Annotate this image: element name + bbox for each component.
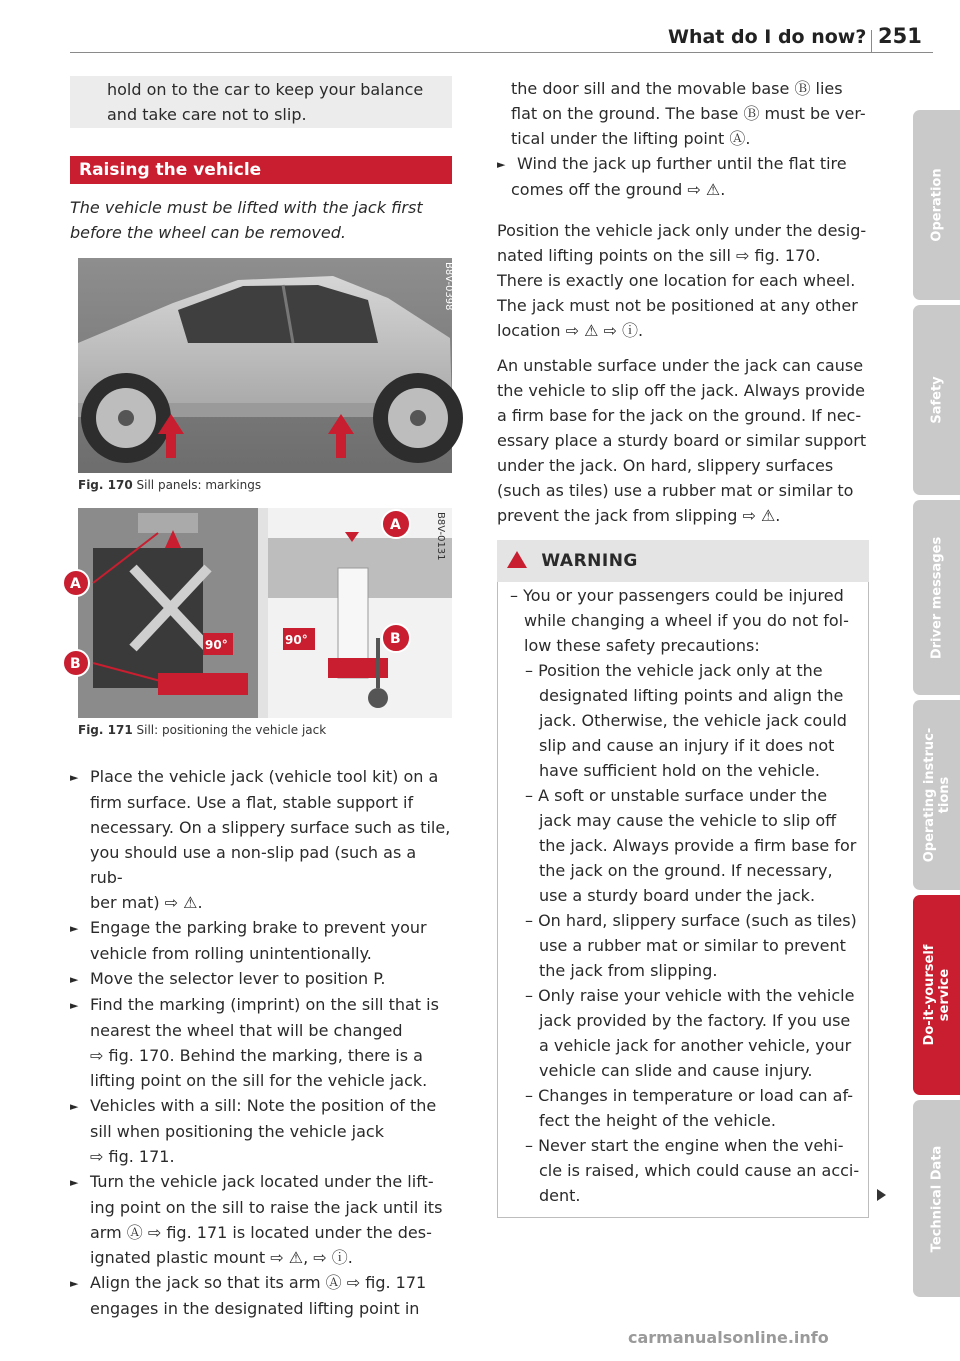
bullet-triangle-icon: ► (497, 158, 506, 171)
step-line (70, 790, 452, 815)
warning-line: – You or your passengers could be injured (510, 586, 844, 605)
figure-caption (78, 473, 452, 492)
step-text: Move the selector lever to position P. (90, 969, 386, 988)
figure-label: Fig. 170 (78, 478, 133, 492)
step-text: nearest the wheel that will be changed (90, 1021, 403, 1040)
step-line (70, 941, 452, 966)
warning-line: use a sturdy board under the jack. (539, 886, 816, 905)
intro-line: The vehicle must be lifted with the jack first (70, 198, 423, 217)
step-text: arm Ⓐ ⇨ fig. 171 is located under the des- (90, 1223, 432, 1242)
paragraph-line: the vehicle to slip off the jack. Always provide (497, 381, 866, 400)
warning-line: a vehicle jack for another vehicle, your (539, 1036, 852, 1055)
step-text: Vehicles with a sill: Note the position of the (90, 1096, 437, 1115)
warning-line: low these safety precautions: (524, 636, 760, 655)
step-text: ⇨ fig. 171. (90, 1147, 175, 1166)
tab-label: Operating instruc- tions (921, 727, 952, 863)
figure-code: B8V-0398 (443, 262, 454, 311)
tab-technical-data[interactable] (913, 1100, 960, 1297)
paragraph-line: location ⇨ ⚠ ⇨ ⓘ. (497, 321, 644, 340)
step-text: necessary. On a slippery surface such as tile, (90, 818, 451, 837)
step-line (70, 992, 452, 1018)
continued-line: and take care not to slip. (107, 105, 307, 124)
marker-a-left: A (70, 576, 81, 592)
header-divider (871, 30, 872, 52)
step-text: vehicle from rolling unintentionally. (90, 944, 372, 963)
tab-label: Do-it-yourself service (921, 944, 952, 1046)
header-rule (70, 52, 933, 53)
step-line (70, 815, 452, 840)
step-line (70, 915, 452, 941)
warning-line: designated lifting points and align the (539, 686, 844, 705)
step-line (70, 1144, 452, 1169)
bullet-triangle-icon: ► (70, 973, 79, 986)
bullet-line: Wind the jack up further until the flat tire (517, 154, 847, 173)
step-line (70, 890, 452, 915)
car-sill-illustration (78, 258, 452, 473)
cont-line: the door sill and the movable base Ⓑ lies (511, 79, 843, 98)
marker-b-left: B (70, 656, 81, 672)
warning-line: slip and cause an injury if it does not (539, 736, 835, 755)
step-line (70, 1043, 452, 1068)
warning-title: WARNING (541, 551, 638, 571)
step-text: firm surface. Use a flat, stable support if (90, 793, 414, 812)
bullet-triangle-icon: ► (70, 999, 79, 1012)
step-text: Find the marking (imprint) on the sill that is (90, 995, 439, 1014)
step-text: ignated plastic mount ⇨ ⚠, ⇨ ⓘ. (90, 1248, 353, 1267)
bullet-triangle-icon: ► (70, 922, 79, 935)
bullet-triangle-icon: ► (70, 1277, 79, 1290)
step-line (70, 1068, 452, 1093)
warning-line: the jack on the ground. If necessary, (539, 861, 833, 880)
warning-line: jack provided by the factory. If you use (539, 1011, 851, 1030)
step-text: Engage the parking brake to prevent your (90, 918, 427, 937)
cont-line: flat on the ground. The base Ⓑ must be ver- (511, 104, 866, 123)
step-line (70, 1270, 452, 1296)
tab-do-it-yourself-service[interactable] (913, 895, 960, 1095)
angle-label: 90° (205, 638, 228, 652)
tab-label: Technical Data (929, 1145, 944, 1252)
tab-operating-instructions[interactable] (913, 700, 960, 890)
watermark: carmanualsonline.info (628, 1328, 829, 1347)
step-text: Place the vehicle jack (vehicle tool kit) on a (90, 767, 439, 786)
warning-line: jack may cause the vehicle to slip off (539, 811, 837, 830)
step-text: ⇨ fig. 170. Behind the marking, there is a (90, 1046, 423, 1065)
step-line (70, 840, 452, 890)
warning-line: cle is raised, which could cause an acci- (539, 1161, 860, 1180)
warning-line: – A soft or unstable surface under the (525, 786, 828, 805)
warning-box (497, 582, 869, 1218)
step-text: sill when positioning the vehicle jack (90, 1122, 384, 1141)
right-column-top (497, 76, 869, 202)
paragraph-line: nated lifting points on the sill ⇨ fig. 170. (497, 246, 821, 265)
step-line (70, 1195, 452, 1220)
tab-label: Operation (929, 168, 944, 242)
paragraph-line: The jack must not be positioned at any other (497, 296, 858, 315)
step-line (70, 1169, 452, 1195)
section-intro (70, 195, 452, 245)
bullet-triangle-icon: ► (70, 1176, 79, 1189)
warning-line: while changing a wheel if you do not fol- (524, 611, 849, 630)
paragraph-line: Position the vehicle jack only under the desig- (497, 221, 867, 240)
paragraph-line: essary place a sturdy board or similar support (497, 431, 867, 450)
continued-line: hold on to the car to keep your balance (107, 80, 424, 99)
warning-line: vehicle can slide and cause injury. (539, 1061, 813, 1080)
tab-safety[interactable] (913, 305, 960, 495)
paragraph-line: a firm base for the jack on the ground. If nec- (497, 406, 862, 425)
marker-b-right: B (390, 631, 401, 647)
step-text: Align the jack so that its arm Ⓐ ⇨ fig. 171 (90, 1273, 427, 1292)
jack-position-illustration (70, 508, 452, 718)
tab-label: Safety (929, 376, 944, 424)
figure-170 (78, 258, 452, 498)
figure-caption (78, 718, 452, 737)
warning-line: jack. Otherwise, the vehicle jack could (539, 711, 847, 730)
bullet-line: comes off the ground ⇨ ⚠. (511, 180, 726, 199)
warning-line: – On hard, slippery surface (such as tiles) (525, 911, 857, 930)
intro-line: before the wheel can be removed. (70, 223, 346, 242)
step-line (70, 764, 452, 790)
marker-a-right: A (390, 517, 401, 533)
figure-caption-text: Sill panels: markings (136, 478, 262, 492)
warning-line: have sufficient hold on the vehicle. (539, 761, 820, 780)
step-text: engages in the designated lifting point in (90, 1299, 420, 1318)
step-text: ing point on the sill to raise the jack until its (90, 1198, 443, 1217)
step-text: Turn the vehicle jack located under the lift- (90, 1172, 434, 1191)
warning-line: the jack from slipping. (539, 961, 718, 980)
running-header-title: What do I do now? (668, 26, 867, 48)
paragraph-line: prevent the jack from slipping ⇨ ⚠. (497, 506, 781, 525)
paragraph-jack-position (497, 218, 869, 343)
cont-line: tical under the lifting point Ⓐ. (511, 129, 751, 148)
warning-line: – Never start the engine when the vehi- (525, 1136, 844, 1155)
warning-line: the jack. Always provide a firm base for (539, 836, 857, 855)
step-text: lifting point on the sill for the vehicle jack. (90, 1071, 428, 1090)
step-line (70, 1119, 452, 1144)
bullet-triangle-icon: ► (70, 1100, 79, 1113)
figure-label: Fig. 171 (78, 723, 133, 737)
step-line (70, 1093, 452, 1119)
continue-arrow-icon (877, 1189, 886, 1201)
warning-line: dent. (539, 1186, 581, 1205)
figure-code: B8V-0131 (435, 512, 446, 561)
step-line (70, 1220, 452, 1245)
warning-icon (507, 551, 527, 568)
warning-header (497, 540, 869, 582)
step-line (70, 1018, 452, 1043)
warning-line: use a rubber mat or similar to prevent (539, 936, 846, 955)
paragraph-line: under the jack. On hard, slippery surfaces (497, 456, 834, 475)
continued-text-box (70, 76, 452, 128)
paragraph-line: There is exactly one location for each wheel. (497, 271, 856, 290)
step-line (70, 1296, 452, 1321)
figure-caption-text: Sill: positioning the vehicle jack (136, 723, 327, 737)
paragraph-unstable-surface (497, 353, 869, 528)
tab-label: Driver messages (929, 536, 944, 659)
figure-171 (70, 508, 452, 743)
warning-line: – Only raise your vehicle with the vehicle (525, 986, 855, 1005)
section-heading: Raising the vehicle (70, 156, 452, 184)
step-line (70, 1245, 452, 1270)
step-text: ber mat) ⇨ ⚠. (90, 893, 203, 912)
angle-label-right: 90° (285, 633, 308, 647)
warning-line: – Changes in temperature or load can af- (525, 1086, 853, 1105)
warning-line: fect the height of the vehicle. (539, 1111, 776, 1130)
tab-operation[interactable] (913, 110, 960, 300)
bullet-triangle-icon: ► (70, 771, 79, 784)
page-number: 251 (878, 24, 922, 48)
step-line (70, 966, 452, 992)
paragraph-line: An unstable surface under the jack can cause (497, 356, 864, 375)
paragraph-line: (such as tiles) use a rubber mat or similar to (497, 481, 854, 500)
step-text: you should use a non-slip pad (such as a rub- (90, 843, 417, 887)
instruction-steps (70, 764, 452, 1321)
warning-line: – Position the vehicle jack only at the (525, 661, 823, 680)
tab-driver-messages[interactable] (913, 500, 960, 695)
